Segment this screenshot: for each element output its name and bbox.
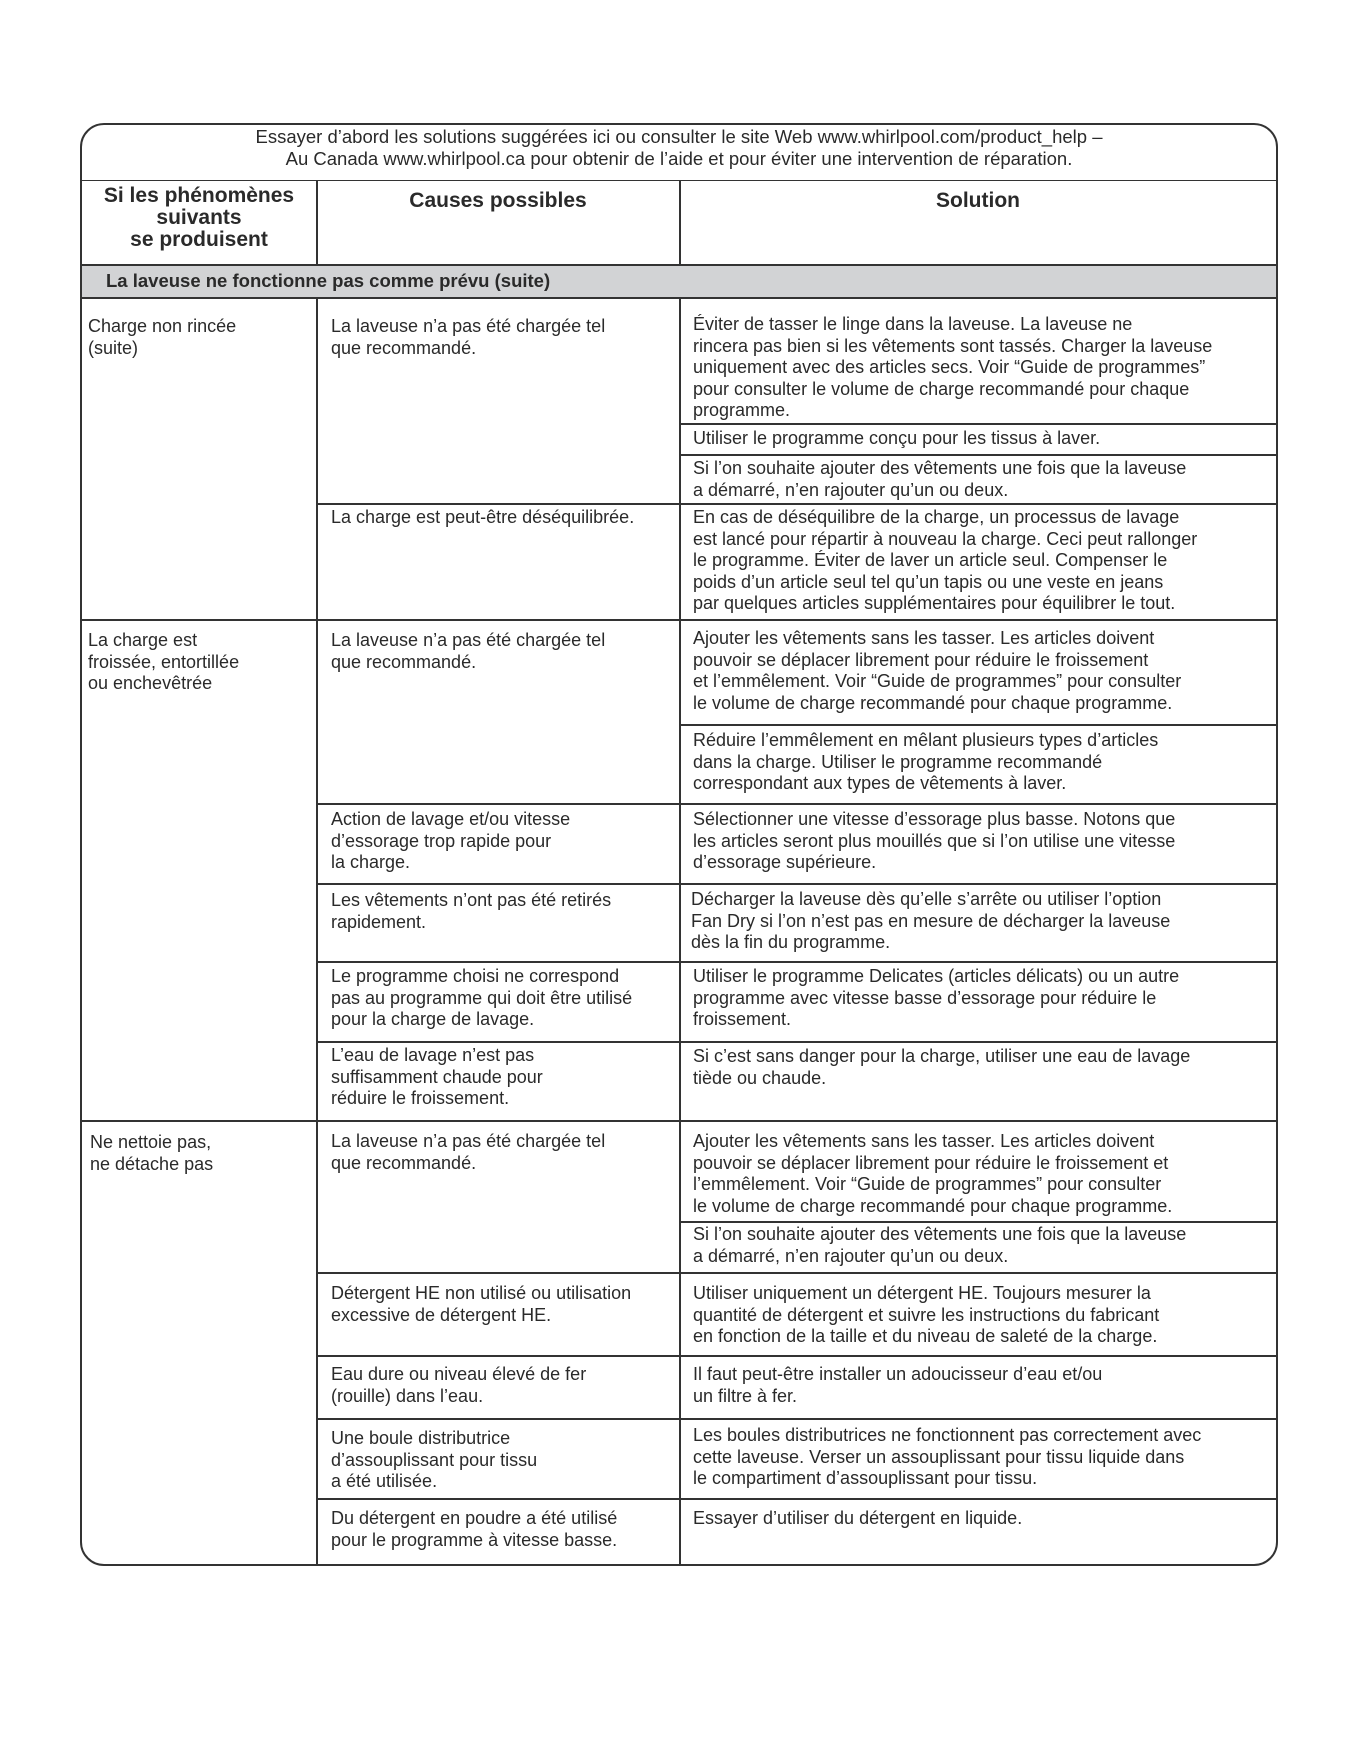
solution-10: Si c’est sans danger pour la charge, utiliser une eau de lavage tiède ou chaude. [693, 1046, 1191, 1088]
solution-11: Ajouter les vêtements sans les tasser. Les articles doivent pouvoir se déplacer librement pour réduire le froissement et l’emmêlement. Voir “Guide de programmes” pour consulter le volume de charge recommandé pour chaque programme. [693, 1131, 1173, 1216]
solution-divider [679, 454, 1276, 456]
solution-1: Éviter de tasser le linge dans la laveuse. La laveuse ne rincera pas bien si les vêtements sont tassés. Charger la laveuse uniquement avec des articles secs. Voir “Guide de programmes” pour consulter le volume de charge recommandé pour chaque programme. [693, 314, 1213, 420]
row-divider [316, 1498, 1276, 1500]
cause-5: Les vêtements n’ont pas été retirés rapidement. [331, 890, 612, 932]
header-causes: Causes possibles [409, 189, 587, 212]
column-divider [316, 299, 318, 1564]
intro-note [82, 126, 1276, 181]
cause-4: Action de lavage et/ou vitesse d’essorage trop rapide pour la charge. [331, 809, 571, 872]
cause-7: L’eau de lavage n’est pas suffisamment chaude pour réduire le froissement. [331, 1045, 543, 1108]
group-divider [82, 619, 1276, 621]
row-divider [316, 1272, 1276, 1274]
solution-13: Utiliser uniquement un détergent HE. Toujours mesurer la quantité de détergent et suivre les instructions du fabricant en fonction de la taille et du niveau de saleté de la charge. [693, 1283, 1160, 1346]
column-divider [679, 299, 681, 1564]
problem-1: Charge non rincée (suite) [88, 316, 237, 358]
row-divider [316, 1041, 1276, 1043]
header-solution: Solution [936, 189, 1020, 212]
solution-6: Réduire l’emmêlement en mêlant plusieurs types d’articles dans la charge. Utiliser le programme recommandé correspondant aux types de vêtements à laver. [693, 730, 1159, 793]
intro-line-2: Au Canada www.whirlpool.ca pour obtenir de l’aide et pour éviter une intervention de réparation. [285, 148, 1073, 169]
solution-divider [679, 1221, 1276, 1223]
solution-divider [679, 724, 1276, 726]
row-divider [316, 803, 1276, 805]
cause-2: La charge est peut-être déséquilibrée. [331, 507, 635, 527]
cause-12: Du détergent en poudre a été utilisé pour le programme à vitesse basse. [331, 1508, 618, 1550]
solution-4: En cas de déséquilibre de la charge, un processus de lavage est lancé pour répartir à nouveau la charge. Ceci peut rallonger le programme. Éviter de laver un article seul. Compenser le poids d’un article seul tel qu’un tapis ou une veste en jeans par quelques articles supplémentaires pour équilibrer le tout. [693, 507, 1198, 613]
header-divider [679, 180, 681, 264]
problem-3: Ne nettoie pas, ne détache pas [90, 1132, 214, 1174]
group-divider [82, 1120, 1276, 1122]
solution-12: Si l’on souhaite ajouter des vêtements une fois que la laveuse a démarré, n’en rajouter qu’un ou deux. [693, 1224, 1187, 1266]
solution-9: Utiliser le programme Delicates (articles délicats) ou un autre programme avec vitesse basse d’essorage pour réduire le froissement. [693, 966, 1180, 1029]
row-divider [316, 1418, 1276, 1420]
cause-11: Une boule distributrice d’assouplissant pour tissu a été utilisée. [331, 1428, 538, 1491]
cause-3: La laveuse n’a pas été chargée tel que recommandé. [331, 630, 606, 672]
cause-8: La laveuse n’a pas été chargée tel que recommandé. [331, 1131, 606, 1173]
row-divider [316, 961, 1276, 963]
cause-1: La laveuse n’a pas été chargée tel que recommandé. [331, 316, 606, 358]
solution-3: Si l’on souhaite ajouter des vêtements une fois que la laveuse a démarré, n’en rajouter qu’un ou deux. [693, 458, 1187, 500]
cause-9: Détergent HE non utilisé ou utilisation excessive de détergent HE. [331, 1283, 632, 1325]
solution-5: Ajouter les vêtements sans les tasser. Les articles doivent pouvoir se déplacer librement pour réduire le froissement et l’emmêlement. Voir “Guide de programmes” pour consulter le volume de charge recommandé pour chaque programme. [693, 628, 1182, 713]
intro-line-1: Essayer d’abord les solutions suggérées ici ou consulter le site Web www.whirlpool.com/product_help – [255, 126, 1103, 147]
solution-7: Sélectionner une vitesse d’essorage plus basse. Notons que les articles seront plus mouillés que si l’on utilise une vitesse d’essorage supérieure. [693, 809, 1176, 872]
solution-14: Il faut peut-être installer un adoucisseur d’eau et/ou un filtre à fer. [693, 1364, 1103, 1406]
solution-15: Les boules distributrices ne fonctionnent pas correctement avec cette laveuse. Verser un assouplissant pour tissu liquide dans le compartiment d’assouplissant pour tissu. [693, 1425, 1202, 1488]
header-divider [316, 180, 318, 264]
solution-2: Utiliser le programme conçu pour les tissus à laver. [693, 428, 1101, 448]
row-divider [316, 1355, 1276, 1357]
row-divider [316, 883, 1276, 885]
solution-8: Décharger la laveuse dès qu’elle s’arrête ou utiliser l’option Fan Dry si l’on n’est pas en mesure de décharger la laveuse dès la fin du programme. [691, 889, 1171, 952]
header-phenomena: Si les phénomènes suivants se produisent [103, 184, 295, 251]
solution-16: Essayer d’utiliser du détergent en liquide. [693, 1508, 1023, 1528]
cause-10: Eau dure ou niveau élevé de fer (rouille) dans l’eau. [331, 1364, 587, 1406]
cause-6: Le programme choisi ne correspond pas au programme qui doit être utilisé pour la charge de lavage. [331, 966, 633, 1029]
row-divider [316, 503, 1276, 505]
section-title: La laveuse ne fonctionne pas comme prévu (suite) [82, 264, 1276, 299]
problem-2: La charge est froissée, entortillée ou enchevêtrée [88, 630, 240, 693]
solution-divider [679, 423, 1276, 425]
